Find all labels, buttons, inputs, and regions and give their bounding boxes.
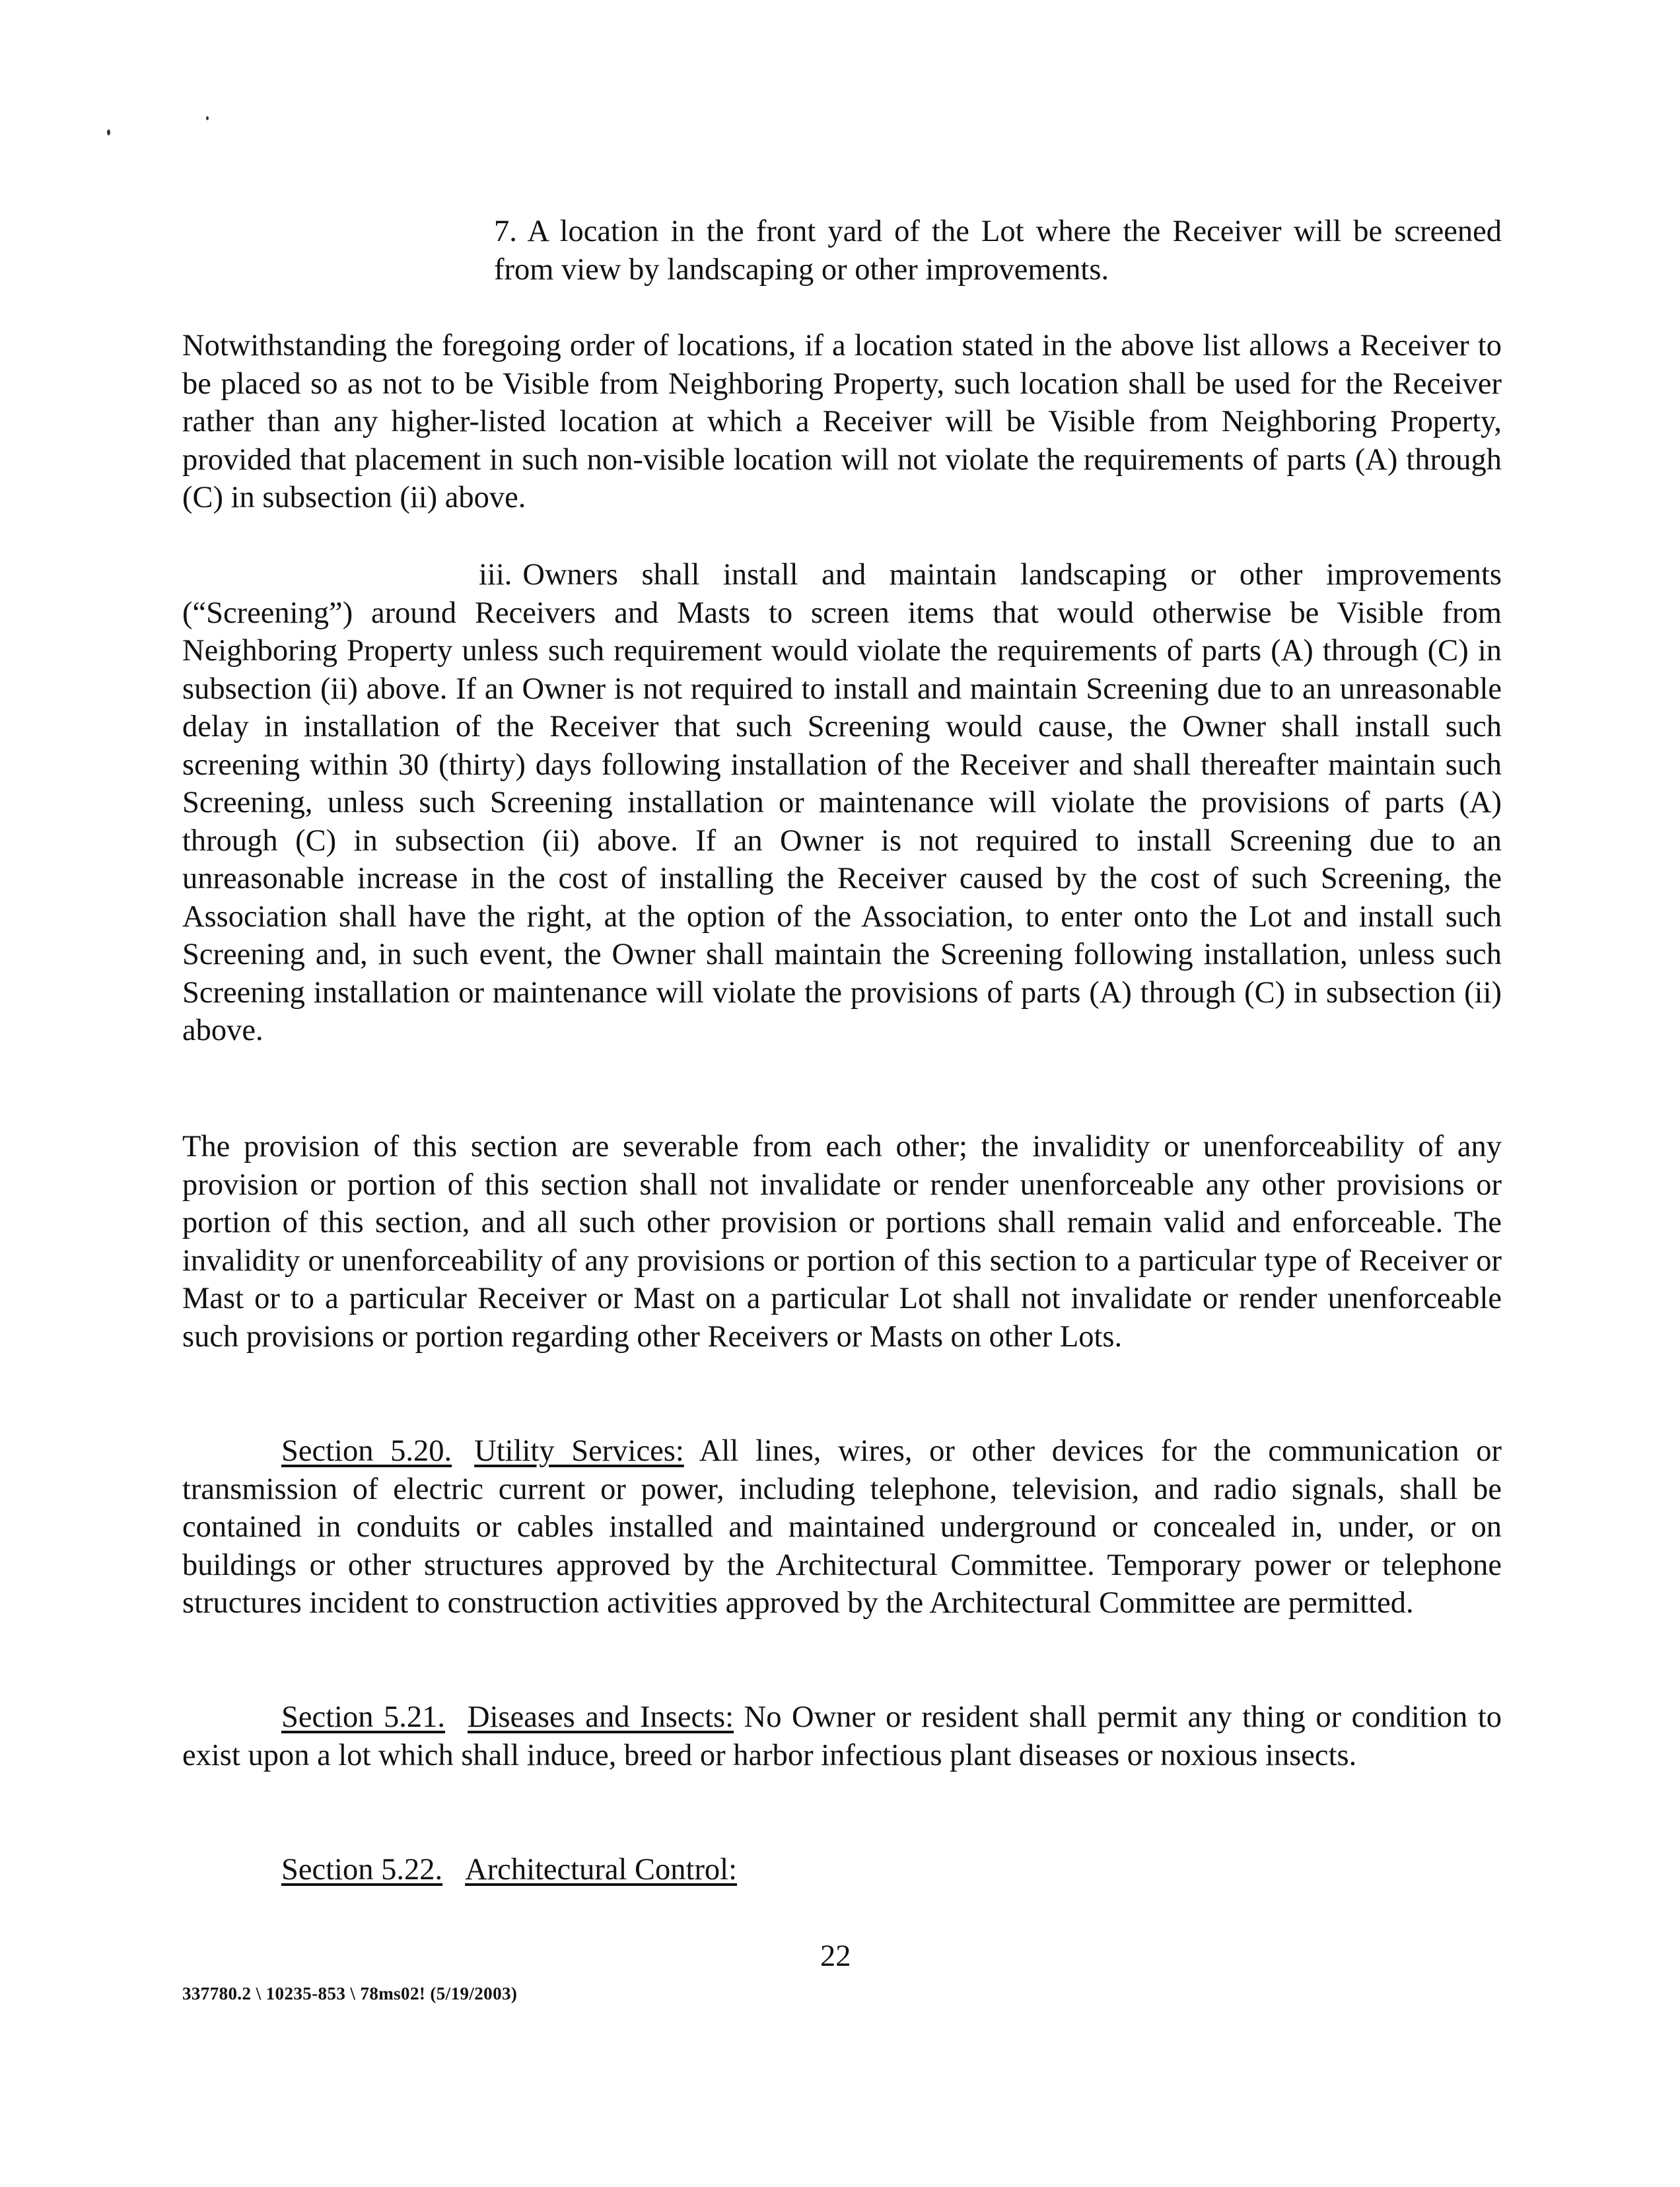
page-number: 22 xyxy=(820,1939,851,1973)
section-5-20-body: All lines, wires, or other devices for the communication or transmission of electric current or power, including telephone, television, and radio signals, shall be contained in conduits or cables installed and maintained underground or concealed in, under, or on buildings or other structures approved by the Architectural Committee. Temporary power or telephone structures incident to construction activities approved by the Architectural Committee are permitted. xyxy=(182,1434,1502,1620)
section-5-22 xyxy=(182,1851,1502,1889)
section-5-20-number: Section 5.20. xyxy=(281,1434,452,1468)
paragraph-severable: The provision of this section are severable from each other; the invalidity or unenforceability of any provision or portion of this section shall not invalidate or render unenforceable any other provisions or portion of this section, and all such other provision or portions shall remain valid and enforceable. The invalidity or unenforceability of any provisions or portion of this section to a particular type of Receiver or Mast or to a particular Receiver or Mast on a particular Lot shall not invalidate or render unenforceable such provisions or portion regarding other Receivers or Masts on other Lots. xyxy=(182,1130,1502,1354)
scan-speck xyxy=(107,129,110,135)
paragraph-iii-text: Owners shall install and maintain landscaping or other improvements (“Screening”) around Receivers and Masts to screen items that would otherwise be Visible from Neighboring Property unless such requirement would violate the requirements of parts (A) through (C) in subsection (ii) above. If an Owner is not required to install and maintain Screening due to an unreasonable delay in installation of the Receiver that such Screening would cause, the Owner shall install such screening within 30 (thirty) days following installation of the Receiver and shall thereafter maintain such Screening, unless such Screening installation or maintenance will violate the provisions of parts (A) through (C) in subsection (ii) above. If an Owner is not required to install Screening due to an unreasonable increase in the cost of installing the Receiver caused by the cost of such Screening, the Association shall have the right, at the option of the Association, to enter onto the Lot and install such Screening and, in such event, the Owner shall maintain the Screening following installation, unless such Screening installation or maintenance will violate the provisions of parts (A) through (C) in subsection (ii) above. xyxy=(182,558,1502,1047)
section-5-20 xyxy=(182,1432,1502,1622)
paragraph-iii xyxy=(182,556,1502,1050)
section-5-21-number: Section 5.21. xyxy=(281,1700,446,1734)
section-5-21 xyxy=(182,1698,1502,1774)
document-footer-id: 337780.2 \ 10235-853 \ 78ms02! (5/19/2003) xyxy=(182,1984,518,2003)
section-5-22-title: Architectural Control: xyxy=(465,1853,738,1887)
section-5-20-title: Utility Services: xyxy=(474,1434,684,1468)
paragraph-notwithstanding: Notwithstanding the foregoing order of locations, if a location stated in the above list allows a Receiver to be placed so as not to be Visible from Neighboring Property, such location shall be used for the Receiver rather than any higher-listed location at which a Receiver will be Visible from Neighboring Property, provided that placement in such non-visible location will not violate the requirements of parts (A) through (C) in subsection (ii) above. xyxy=(182,329,1502,514)
section-5-21-title: Diseases and Insects: xyxy=(468,1700,734,1734)
section-5-22-number: Section 5.22. xyxy=(281,1853,443,1887)
paragraph-iii-label: iii. xyxy=(479,558,512,592)
section-5-21-body: No Owner or resident shall permit any thing or condition to exist upon a lot which shall induce, breed or harbor infectious plant diseases or noxious insects. xyxy=(182,1700,1502,1772)
scan-speck xyxy=(206,116,209,120)
list-item-7: 7. A location in the front yard of the Lot where the Receiver will be screened from view by landscaping or other improvements. xyxy=(494,215,1502,287)
